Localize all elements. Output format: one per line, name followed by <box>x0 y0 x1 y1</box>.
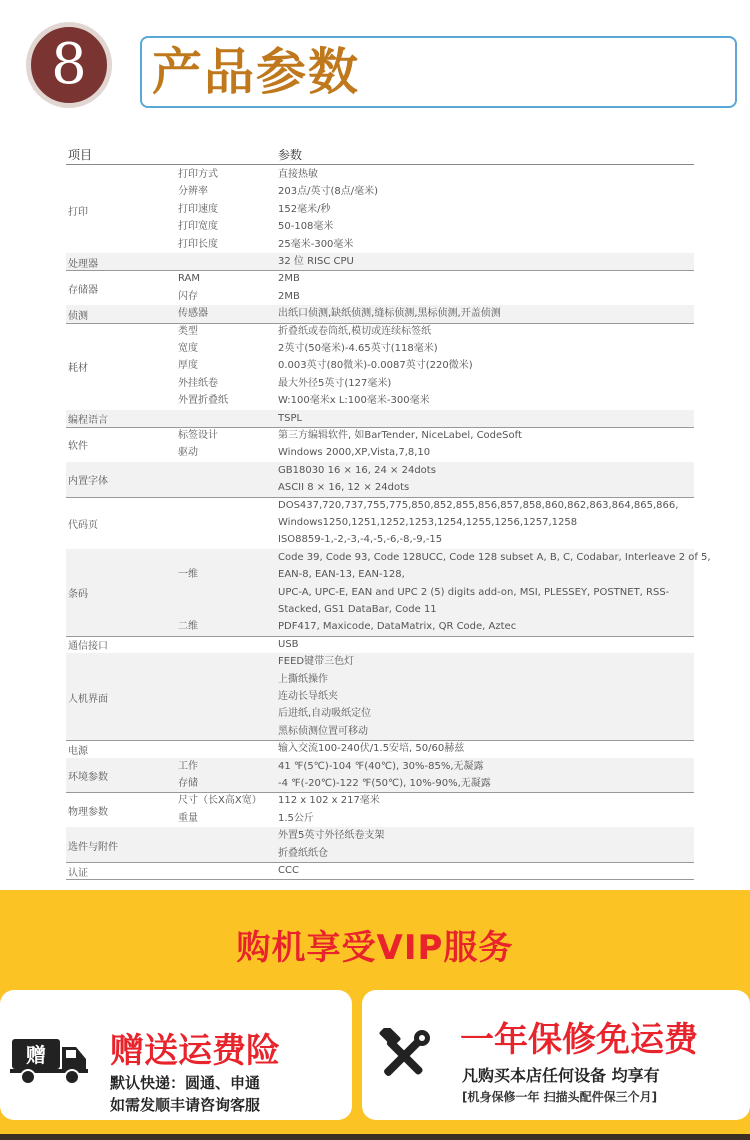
spec-value: 203点/英寸(8点/毫米) <box>278 186 378 198</box>
warranty-line1: 凡购买本店任何设备 均享有 <box>462 1066 660 1085</box>
spec-category: 通信接口 <box>68 641 108 653</box>
spec-subitem: 厚度 <box>178 360 198 372</box>
spec-category: 选件与附件 <box>68 841 118 853</box>
warranty-line2: [机身保修一年 扫描头配件保三个月] <box>462 1090 658 1104</box>
spec-row <box>66 253 694 271</box>
spec-subitem: 驱动 <box>178 447 198 459</box>
spec-value: GB18030 16 × 16, 24 × 24dots <box>278 464 436 476</box>
spec-table-header <box>66 142 694 165</box>
spec-value: 外置5英寸外径纸卷支架 <box>278 830 385 842</box>
spec-subitem: RAM <box>178 273 201 285</box>
section-number-badge <box>26 22 112 108</box>
spec-row <box>66 323 694 411</box>
spec-table <box>66 142 711 879</box>
spec-subitem: 分辨率 <box>178 186 208 198</box>
vip-service-banner <box>0 890 750 1140</box>
spec-row <box>66 166 694 254</box>
section-title: 产品参数 <box>152 43 360 101</box>
spec-value: UPC-A, UPC-E, EAN and UPC 2 (5) digits add-on, MSI, PLESSEY, POSTNET, RSS- <box>278 586 670 598</box>
spec-subitem: 标签设计 <box>178 430 218 441</box>
spec-row <box>66 270 694 306</box>
spec-value: Code 39, Code 93, Code 128UCC, Code 128 subset A, B, C, Codabar, Interleave 2 of 5, <box>278 551 711 563</box>
spec-value: 最大外径5英寸(127毫米) <box>278 377 392 389</box>
spec-row <box>66 740 694 758</box>
spec-category: 代码页 <box>68 519 98 531</box>
spec-subitem: 尺寸（长X高X宽） <box>178 795 262 807</box>
section-number: 8 <box>51 32 87 97</box>
bottom-edge <box>0 1134 750 1140</box>
spec-subitem: 闪存 <box>178 290 198 302</box>
spec-row <box>66 758 694 794</box>
spec-subitem: 重量 <box>178 812 198 824</box>
spec-value: 后进纸,自动吸纸定位 <box>278 708 372 720</box>
delivery-truck-icon <box>10 1035 90 1085</box>
truck-label: 赠 <box>26 1043 46 1067</box>
spec-row <box>66 427 694 463</box>
spec-value: 2MB <box>278 273 300 285</box>
column-header-item: 项目 <box>68 148 93 162</box>
spec-category: 人机界面 <box>68 693 108 705</box>
shipping-insurance-title: 赠送运费险 <box>110 1031 280 1071</box>
vip-service-title: 购机享受VIP服务 <box>236 928 514 968</box>
spec-subitem: 一维 <box>178 569 198 581</box>
spec-value: FEED键带三色灯 <box>278 656 355 668</box>
spec-value: 直接热敏 <box>278 169 318 180</box>
spec-value: Windows 2000,XP,Vista,7,8,10 <box>278 447 431 459</box>
spec-subitem: 二维 <box>178 621 198 633</box>
spec-category: 存储器 <box>68 284 98 296</box>
spec-value: Windows1250,1251,1252,1253,1254,1255,1256,1257,1258 <box>278 516 578 528</box>
spec-row <box>66 653 694 741</box>
spec-category: 编程语言 <box>68 415 108 427</box>
spec-row <box>66 862 694 880</box>
spec-row <box>66 827 694 863</box>
spec-category: 内置字体 <box>68 476 108 488</box>
spec-value: 黑标侦测位置可移动 <box>278 725 368 737</box>
spec-value: 2MB <box>278 290 300 302</box>
spec-value: 2英寸(50毫米)-4.65英寸(118毫米) <box>278 342 438 354</box>
spec-subitem: 打印速度 <box>178 203 218 215</box>
spec-value: 112 x 102 x 217毫米 <box>278 795 380 807</box>
section-header <box>0 0 750 135</box>
spec-subitem: 传感器 <box>178 308 208 320</box>
spec-category: 侦测 <box>68 310 88 322</box>
shipping-insurance-line1: 默认快递：圆通、申通 <box>110 1074 261 1092</box>
warranty-title: 一年保修免运费 <box>460 1020 698 1060</box>
spec-row <box>66 792 694 828</box>
column-header-param: 参数 <box>278 148 303 162</box>
spec-row <box>66 497 694 550</box>
spec-value: 连动长导纸夹 <box>278 690 338 702</box>
spec-category: 条码 <box>68 589 88 601</box>
spec-value: DOS437,720,737,755,775,850,852,855,856,857,858,860,862,863,864,865,866, <box>278 499 679 511</box>
spec-row <box>66 636 694 654</box>
spec-category: 耗材 <box>68 363 88 375</box>
spec-value: PDF417, Maxicode, DataMatrix, QR Code, Aztec <box>278 621 517 633</box>
spec-value: 25毫米-300毫米 <box>278 238 354 250</box>
spec-row <box>66 549 711 637</box>
tools-icon <box>376 1028 432 1084</box>
spec-subitem: 存储 <box>178 777 198 789</box>
spec-category: 物理参数 <box>68 806 108 818</box>
spec-value: 折叠纸或卷筒纸,模切或连续标签纸 <box>278 325 432 337</box>
spec-value: 出纸口侦测,缺纸侦测,缝标侦测,黑标侦测,开盖侦测 <box>278 308 501 320</box>
spec-value: EAN-8, EAN-13, EAN-128, <box>278 569 405 581</box>
spec-subitem: 宽度 <box>178 342 198 354</box>
spec-value: 输入交流100-240伏/1.5安培, 50/60赫兹 <box>278 743 465 755</box>
spec-value: 152毫米/秒 <box>278 203 331 215</box>
spec-category: 电源 <box>68 745 88 757</box>
spec-value: 上撕纸操作 <box>278 673 328 685</box>
spec-subitem: 工作 <box>178 760 198 772</box>
spec-value: W:100毫米x L:100毫米-300毫米 <box>278 395 430 407</box>
spec-category: 处理器 <box>68 258 98 270</box>
shipping-insurance-line2: 如需发顺丰请咨询客服 <box>110 1096 261 1114</box>
spec-value: 41 ℉(5℃)-104 ℉(40℃), 30%-85%,无凝露 <box>278 760 484 772</box>
spec-value: ISO8859-1,-2,-3,-4,-5,-6,-8,-9,-15 <box>278 534 443 546</box>
spec-category: 软件 <box>68 441 88 453</box>
spec-row <box>66 410 694 428</box>
section-title-frame <box>140 36 737 108</box>
spec-value: Stacked, GS1 DataBar, Code 11 <box>278 603 437 615</box>
spec-value: 32 位 RISC CPU <box>278 256 354 267</box>
spec-value: CCC <box>278 865 299 876</box>
spec-value: 1.5公斤 <box>278 812 314 824</box>
spec-subitem: 外挂纸卷 <box>178 377 218 389</box>
spec-row <box>66 462 694 498</box>
spec-value: 折叠纸纸仓 <box>278 847 328 859</box>
spec-value: TSPL <box>278 412 303 424</box>
spec-category: 认证 <box>68 867 88 879</box>
spec-subitem: 类型 <box>178 325 198 337</box>
warranty-card <box>362 990 750 1120</box>
spec-row <box>66 305 694 323</box>
spec-value: -4 ℉(-20℃)-122 ℉(50℃), 10%-90%,无凝露 <box>278 777 491 789</box>
shipping-insurance-card <box>0 990 352 1120</box>
spec-value: 第三方编辑软件, 如BarTender, NiceLabel, CodeSoft <box>278 430 522 441</box>
spec-subitem: 打印长度 <box>178 238 218 250</box>
spec-category: 环境参数 <box>68 771 108 783</box>
spec-value: 50-108毫米 <box>278 221 334 233</box>
spec-subitem: 外置折叠纸 <box>178 395 228 407</box>
spec-subitem: 打印方式 <box>178 169 218 180</box>
spec-value: 0.003英寸(80微米)-0.0087英寸(220微米) <box>278 360 473 372</box>
spec-subitem: 打印宽度 <box>178 221 218 233</box>
spec-value: USB <box>278 638 299 650</box>
spec-category: 打印 <box>68 206 88 218</box>
spec-value: ASCII 8 × 16, 12 × 24dots <box>278 482 410 494</box>
